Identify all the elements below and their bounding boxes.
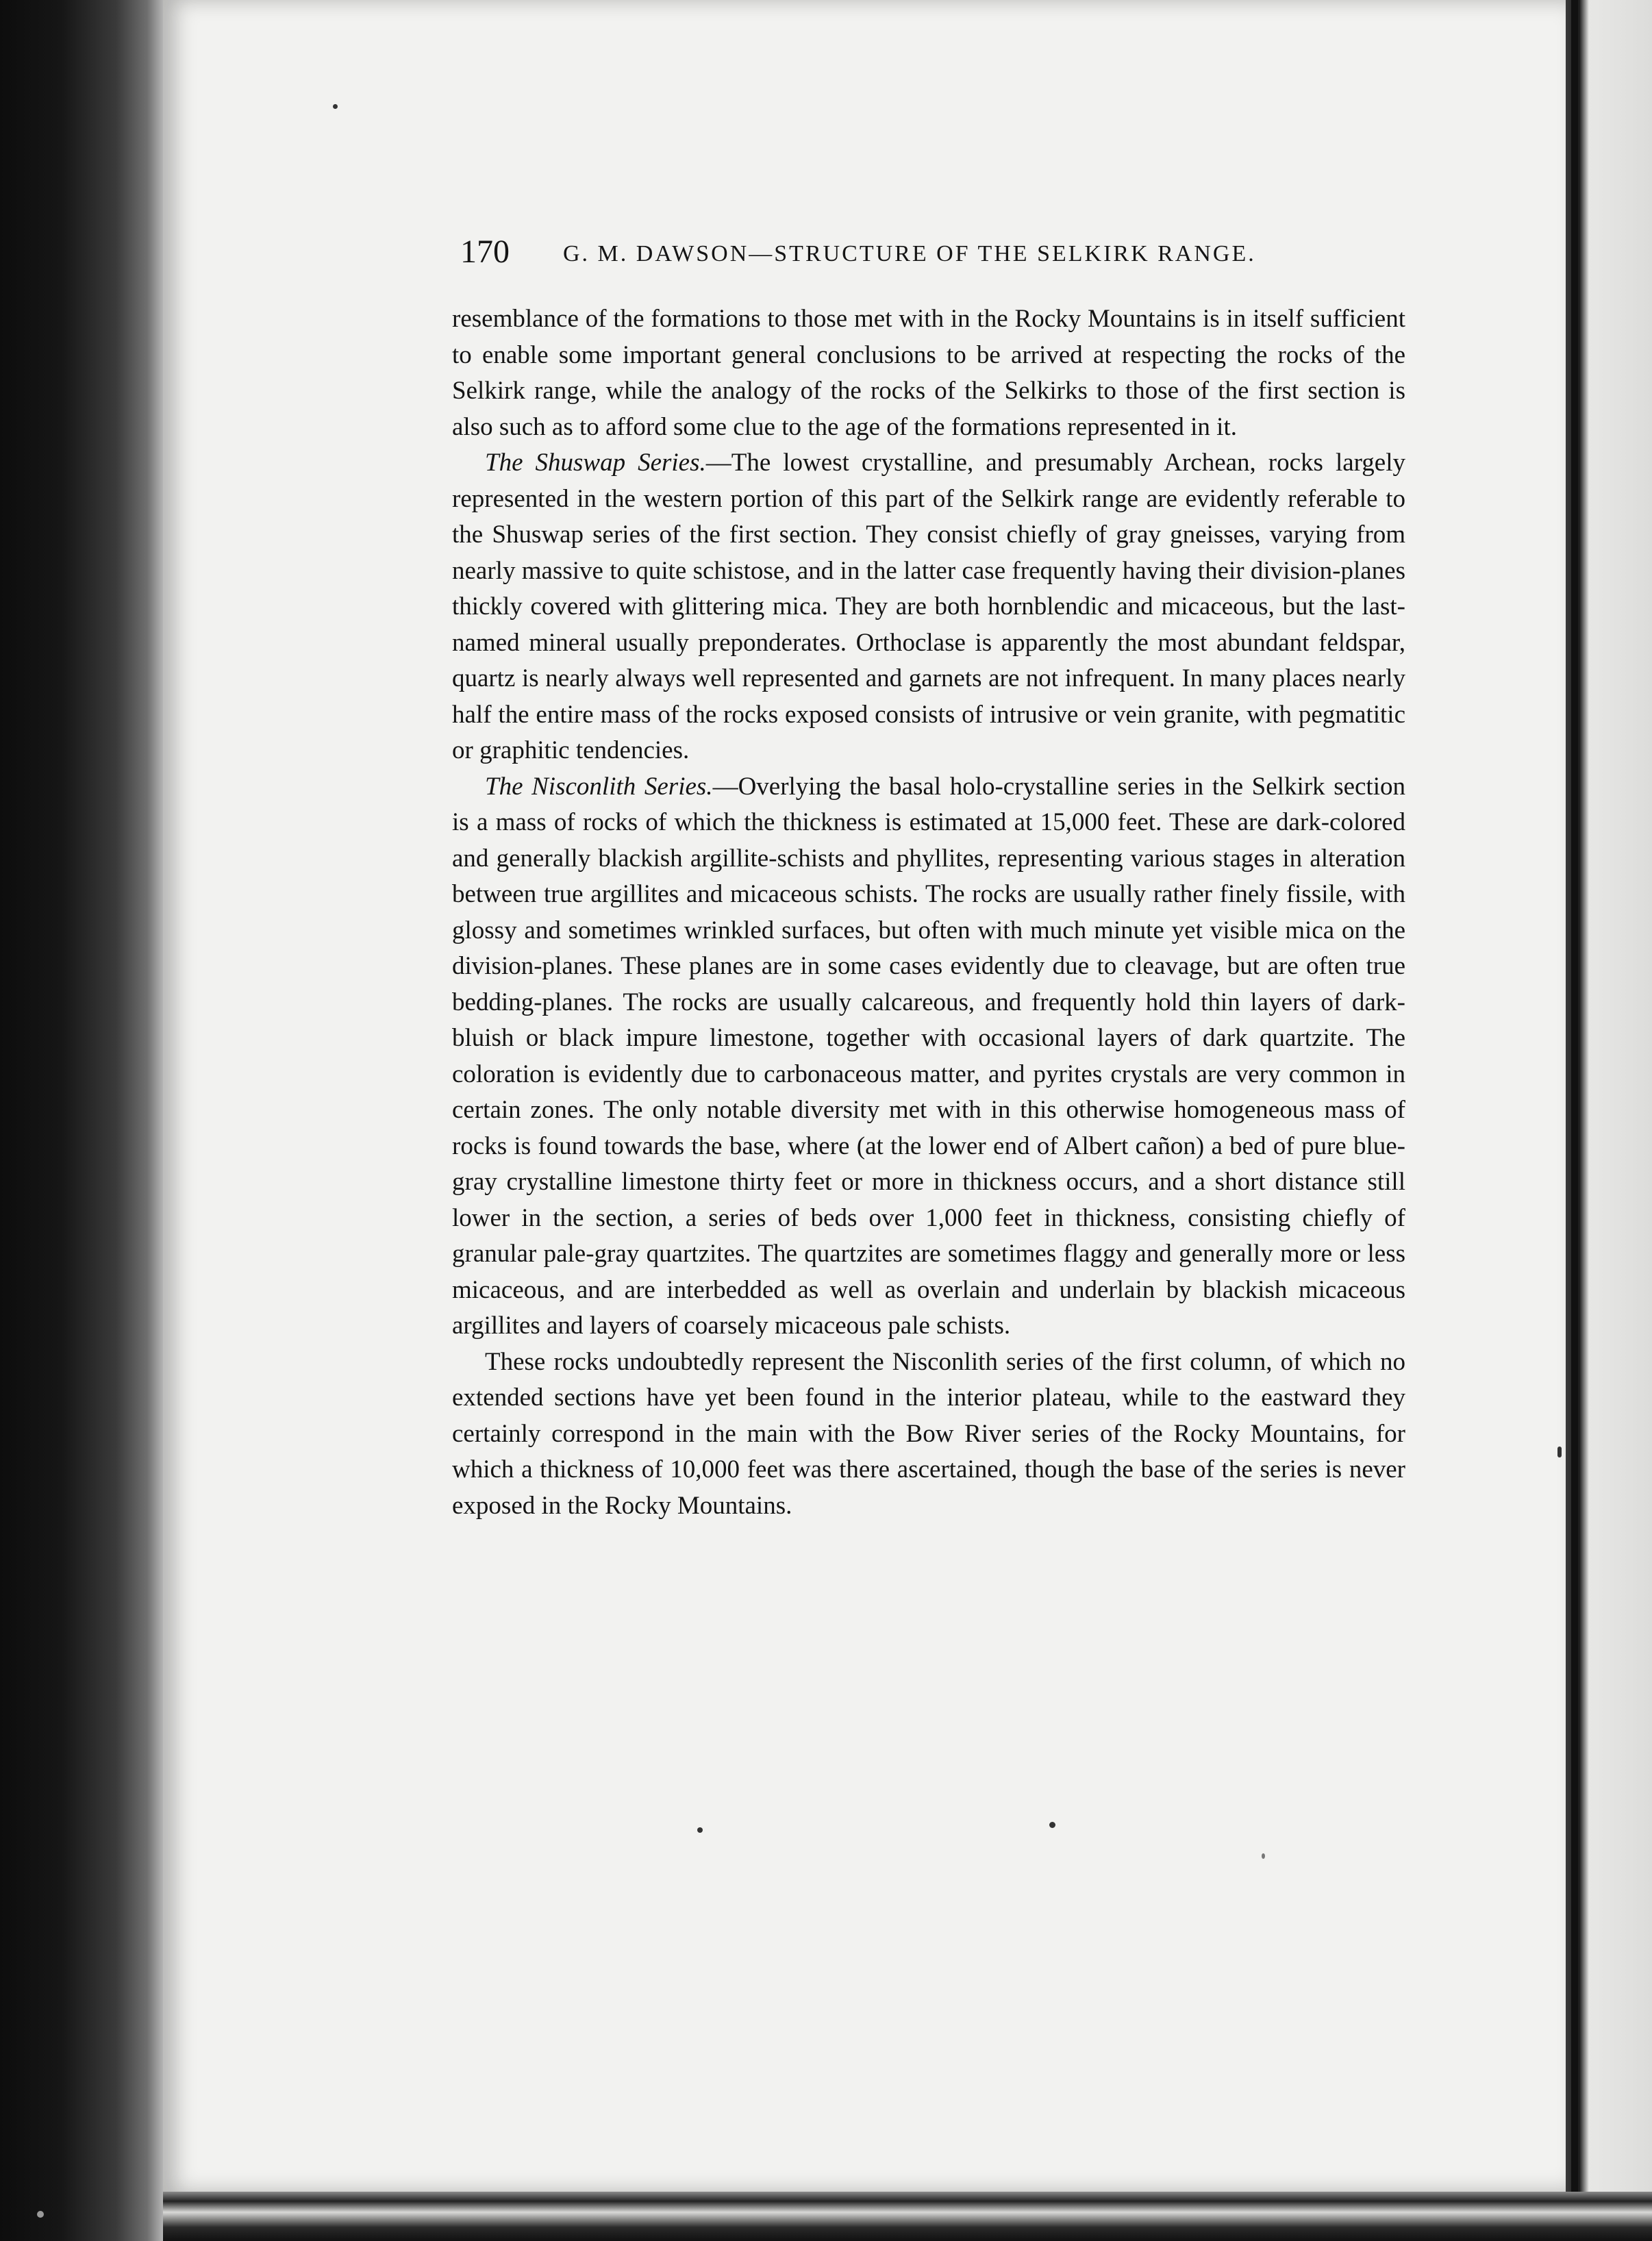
paragraph-intro-text: resemblance of the formations to those met with in the Rocky Mountains is in itself sufficient to enable some important general conclusions to be arrived at respecting the rocks of the Selkirk range, while the analogy of the rocks of the Selkirks to those of the first section is also such as to afford some clue to the age of the formations represented in it. bbox=[452, 305, 1405, 441]
body-text bbox=[452, 301, 1405, 1524]
dust-speck bbox=[1262, 1853, 1265, 1859]
conclusion-text: These rocks undoubtedly represent the Nisconlith series of the first column, of which no extended sections have yet been found in the interior plateau, while to the eastward they certainly correspond in the main with the Bow River series of the Rocky Mountains, for which a thickness of 10,000 feet was there ascertained, though the base of the series is never exposed in the Rocky Mountains. bbox=[452, 1347, 1405, 1520]
running-head: G. M. DAWSON—STRUCTURE OF THE SELKIRK RANGE. bbox=[563, 241, 1256, 266]
dust-speck bbox=[1557, 1447, 1562, 1457]
dust-speck bbox=[333, 104, 338, 109]
paragraph-nisconlith bbox=[452, 769, 1405, 1344]
paragraph-conclusion bbox=[452, 1344, 1405, 1525]
page-fold-line bbox=[1571, 0, 1578, 2241]
dust-speck bbox=[37, 2211, 44, 2218]
page-number: 170 bbox=[460, 234, 510, 270]
page-bottom-edge bbox=[163, 2192, 1652, 2241]
paragraph-intro bbox=[452, 301, 1405, 445]
dust-speck bbox=[1049, 1822, 1055, 1828]
paragraph-shuswap bbox=[452, 445, 1405, 769]
book-gutter bbox=[0, 0, 171, 2241]
nisconlith-text: —Overlying the basal holo-crystalline series in the Selkirk section is a mass of rocks of which the thickness is estimated at 15,000 feet. These are dark-colored and generally blackish argillite-schists and phyllites, representing various stages in alteration between true argillites and micaceous schists. The rocks are usually rather finely fissile, with glossy and sometimes wrinkled surfaces, but often with much minute yet visible mica on the division-planes. These planes are in some cases evidently due to cleavage, but are often true bedding-planes. The rocks are usually calcareous, and frequently hold thin layers of dark-bluish or black impure limestone, together with occasional layers of dark quartzite. The coloration is evidently due to carbonaceous matter, and pyrites crystals are very common in certain zones. The only notable diversity met with in this otherwise homogeneous mass of rocks is found towards the base, where (at the lower end of Albert cañon) a bed of pure blue-gray crystalline limestone thirty feet or more in thickness occurs, and a short distance still lower in the section, a series of beds over 1,000 feet in thickness, consisting chiefly of granular pale-gray quartzites. The quartzites are sometimes flaggy and generally more or less micaceous, and are interbedded as well as overlain and underlain by blackish micaceous argillites and layers of coarsely micaceous pale schists. bbox=[452, 772, 1405, 1340]
nisconlith-heading: The Nisconlith Series. bbox=[485, 772, 713, 801]
shuswap-heading: The Shuswap Series. bbox=[485, 449, 706, 477]
page-right-edge bbox=[1566, 0, 1652, 2241]
shuswap-text: —The lowest crystalline, and presumably Archean, rocks largely represented in the western portion of this part of the Selkirk range are evidently referable to the Shuswap series of the first section. They consist chiefly of gray gneisses, varying from nearly massive to quite schistose, and in the latter case frequently having their division-planes thickly covered with glittering mica. They are both hornblendic and micaceous, but the last-named mineral usually preponderates. Orthoclase is apparently the most abundant feldspar, quartz is nearly always well represented and garnets are not infrequent. In many places nearly half the entire mass of the rocks exposed consists of intrusive or vein granite, with pegmatitic or graphitic tendencies. bbox=[452, 449, 1405, 764]
page-header bbox=[460, 231, 1392, 273]
dust-speck bbox=[697, 1827, 703, 1833]
